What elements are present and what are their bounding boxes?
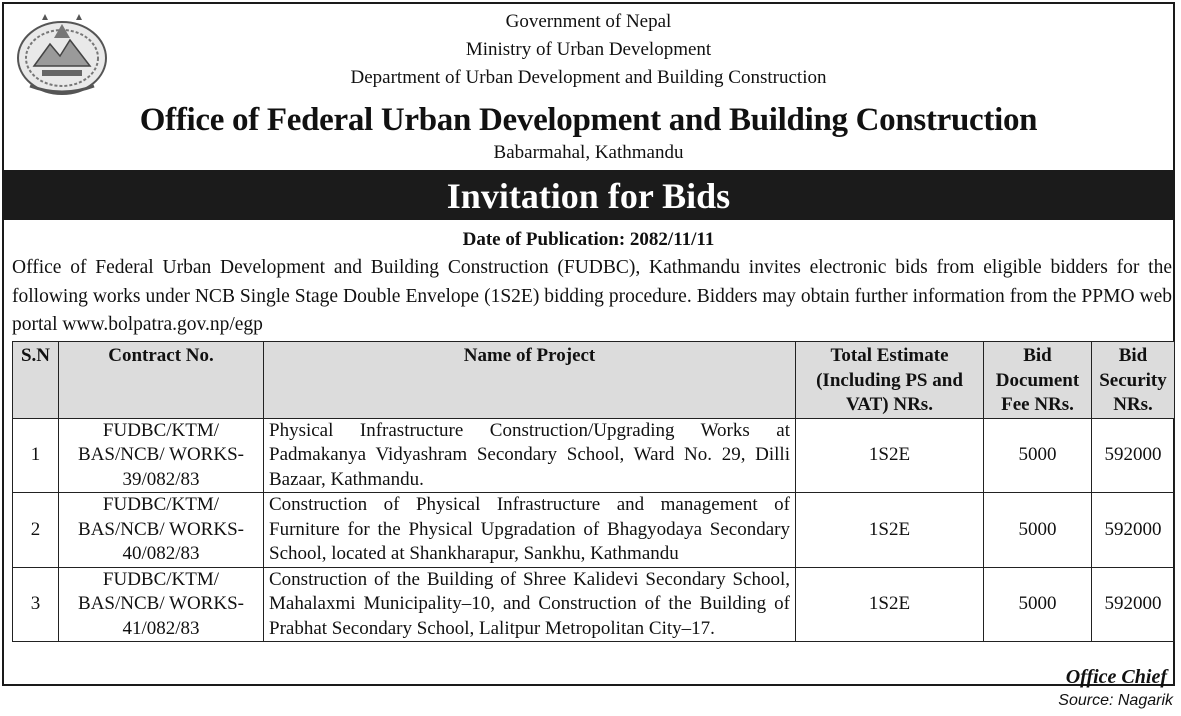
notice-title: Invitation for Bids [4,170,1173,220]
bids-table [12,341,1175,642]
cell-project-name: Physical Infrastructure Construction/Upgrading Works at Padmakanya Vidyashram Secondary School, Ward No. 29, Dilli Bazaar, Kathmandu. [264,418,796,493]
government-title: Government of Nepal [505,11,672,32]
header-bid-security: Bid Security NRs. [1092,342,1175,419]
ministry-title: Ministry of Urban Development [465,39,712,60]
header-sn: S.N [13,342,59,419]
header-contract-no: Contract No. [59,342,264,419]
header-total-estimate: Total Estimate (Including PS and VAT) NRs. [796,342,984,419]
header-project-name: Name of Project [264,342,796,419]
table-row [13,567,1175,642]
table-row [13,493,1175,568]
cell-sn: 1 [13,418,59,493]
cell-contract-no: FUDBC/KTM/ BAS/NCB/ WORKS-39/082/83 [59,418,264,493]
publication-date: Date of Publication: 2082/11/11 [462,229,715,250]
table-row [13,418,1175,493]
office-chief-signature: Office Chief [1065,666,1167,688]
cell-contract-no: FUDBC/KTM/ BAS/NCB/ WORKS-41/082/83 [59,567,264,642]
source-credit: Source: Nagarik [1058,692,1173,709]
cell-project-name: Construction of the Building of Shree Kalidevi Secondary School, Mahalaxmi Municipality–10, and Construction of the Building of Prabhat Secondary School, Lalitpur Metropolitan City–17. [264,567,796,642]
cell-total-estimate: 1S2E [796,418,984,493]
cell-bid-security: 592000 [1092,418,1175,493]
cell-document-fee: 5000 [984,567,1092,642]
header-document-fee: Bid Document Fee NRs. [984,342,1092,419]
cell-sn: 3 [13,567,59,642]
cell-sn: 2 [13,493,59,568]
cell-total-estimate: 1S2E [796,567,984,642]
office-address: Babarmahal, Kathmandu [493,142,684,163]
bid-notice [2,2,1175,686]
cell-contract-no: FUDBC/KTM/ BAS/NCB/ WORKS-40/082/83 [59,493,264,568]
cell-project-name: Construction of Physical Infrastructure and management of Furniture for the Physical Upgradation of Bhagyodaya Secondary School, located at Shankharapur, Sankhu, Kathmandu [264,493,796,568]
table-header-row [13,342,1175,419]
cell-total-estimate: 1S2E [796,493,984,568]
intro-paragraph: Office of Federal Urban Development and Building Construction (FUDBC), Kathmandu invites electronic bids from eligible bidders for the following works under NCB Single Stage Double Envelope (1S2E) bidding procedure. Bidders may obtain further information from the PPMO web portal www.bolpatra.gov.np/egp [12,257,1172,335]
office-title: Office of Federal Urban Development and Building Construction [139,102,1038,138]
cell-document-fee: 5000 [984,418,1092,493]
cell-document-fee: 5000 [984,493,1092,568]
cell-bid-security: 592000 [1092,493,1175,568]
department-title: Department of Urban Development and Building Construction [350,67,827,88]
cell-bid-security: 592000 [1092,567,1175,642]
